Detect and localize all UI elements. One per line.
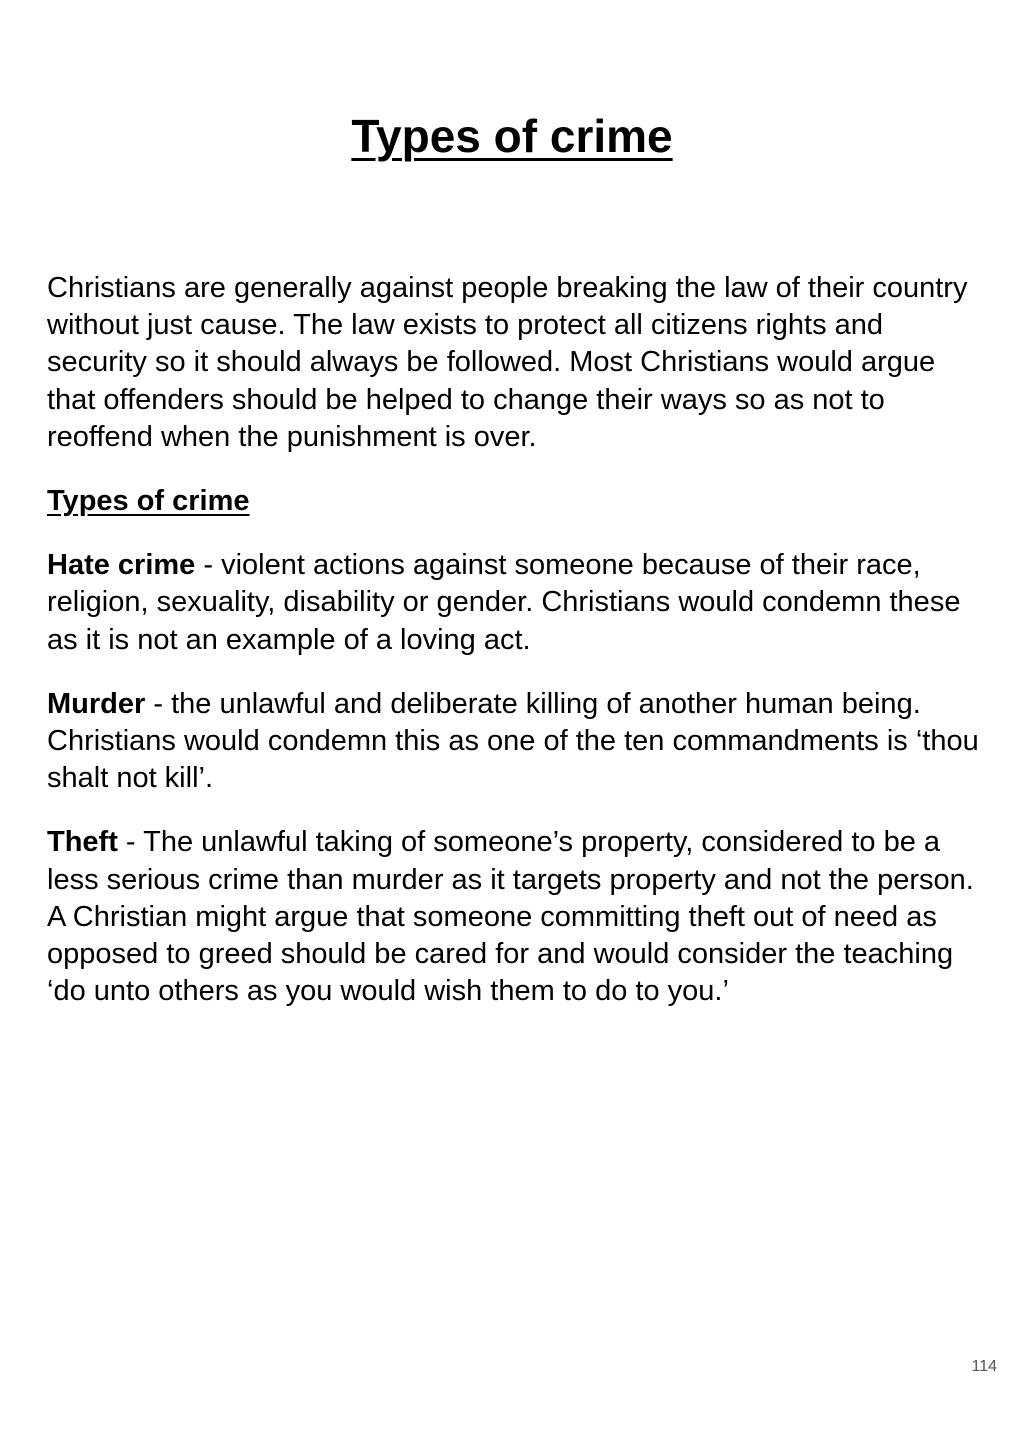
crime-term: Theft	[47, 826, 118, 859]
crime-description: - The unlawful taking of someone’s property, considered to be a less serious crime than murder as it targets property and not the person. A Christian might argue that someone committing theft out of need as opposed to greed should be cared for and would consider the teaching ‘do unto others as you would wish them to do to you.’	[47, 826, 974, 1008]
crime-description: - the unlawful and deliberate killing of another human being. Christians would condemn this as one of the ten commandments is ‘thou shalt not kill’.	[47, 687, 979, 795]
crime-term: Hate crime	[47, 549, 196, 582]
page-number: 114	[971, 1358, 997, 1375]
crime-definition-murder	[47, 686, 982, 798]
crime-definition-hate-crime	[47, 547, 982, 659]
section-heading: Types of crime	[47, 485, 250, 518]
document-body	[47, 270, 982, 1037]
page-title: Types of crime	[351, 110, 673, 162]
intro-paragraph: Christians are generally against people breaking the law of their country without just cause. The law exists to protect all citizens rights and security so it should always be followed. Most Christians would argue that offenders should be helped to change their ways so as not to reoffend when the punishment is over.	[47, 272, 968, 453]
crime-definition-theft	[47, 824, 982, 1010]
crime-description: - violent actions against someone because of their race, religion, sexuality, disability or gender. Christians would condemn these as it is not an example of a loving act.	[47, 549, 961, 656]
crime-term: Murder	[47, 687, 146, 720]
